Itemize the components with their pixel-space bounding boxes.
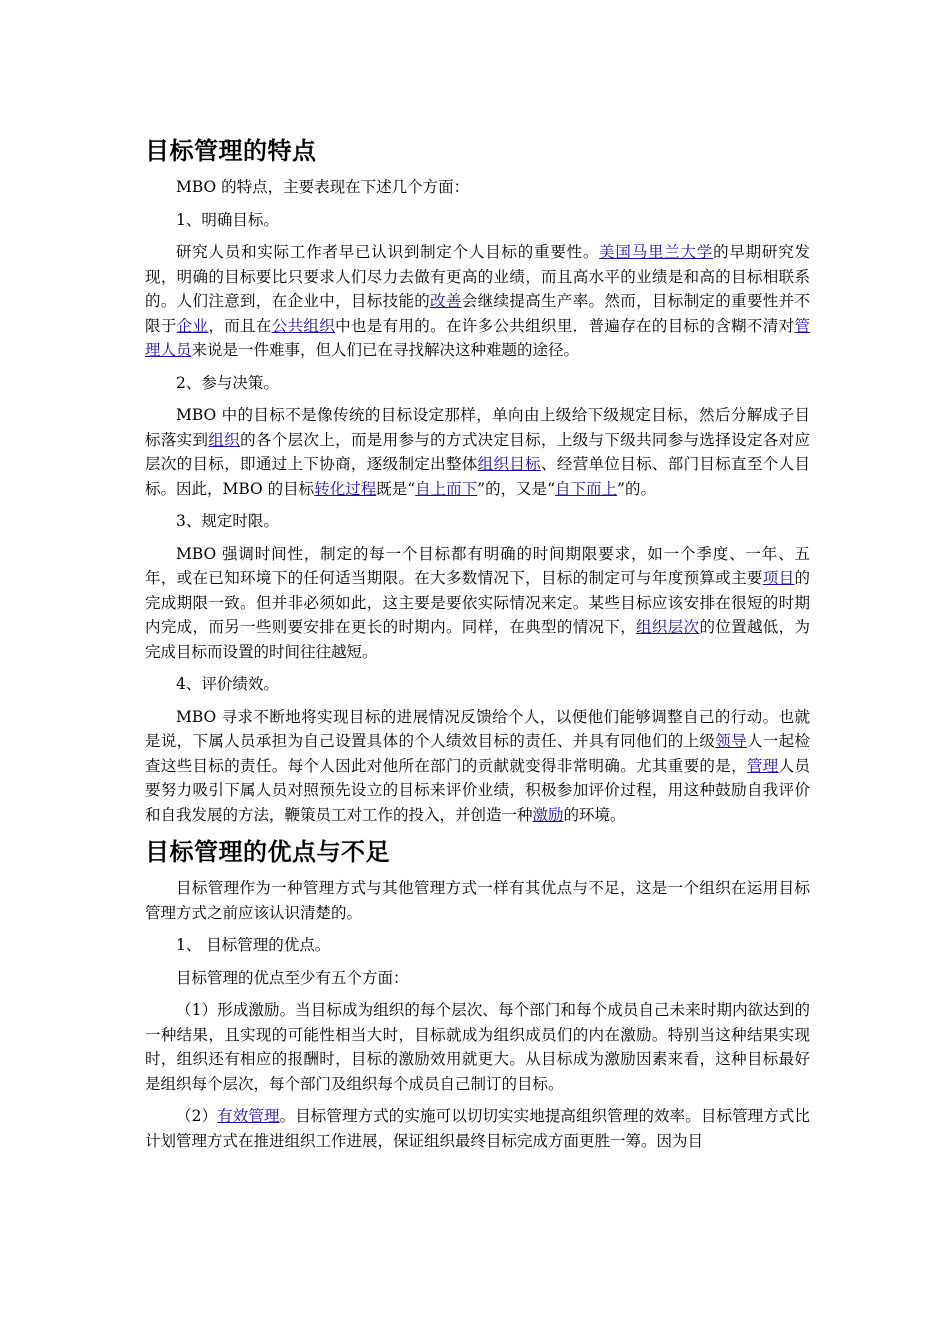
paragraph-text: 的位置越低，为完成目标而设置的时间往往越短。	[145, 618, 810, 661]
section-heading: 目标管理的特点	[145, 137, 317, 165]
paragraph-text: 的环境。	[563, 805, 626, 824]
hyperlink[interactable]: 管理	[746, 756, 779, 775]
paragraph	[145, 208, 810, 233]
paragraph-text: 会继续提高生产率。然而，目标制定的重要性并不限于	[145, 292, 810, 335]
hyperlink[interactable]: 领导	[715, 732, 747, 750]
paragraph-text: 4、评价绩效。	[176, 675, 279, 693]
paragraph-text: 2、参与决策。	[176, 373, 279, 392]
paragraph	[145, 175, 810, 200]
paragraph-text: 3、规定时限。	[176, 512, 279, 530]
paragraph-text: 既是“	[376, 479, 416, 498]
document-page	[145, 134, 810, 1153]
paragraph	[145, 1104, 810, 1153]
paragraph-text: 的各个层次上，而是用参与的方式决定目标，上级与下级共同参与选择设定各对应层次的目标，即通过上下协商，逐级制定出整体	[145, 430, 810, 473]
section-heading: 目标管理的优点与不足	[145, 838, 390, 866]
paragraph-text: 目标管理作为一种管理方式与其他管理方式一样有其优点与不足，这是一个组织在运用目标管理方式之前应该认识清楚的。	[145, 879, 810, 922]
paragraph-text: 1、 目标管理的优点。	[176, 936, 331, 954]
paragraph-text: ”的，又是“	[477, 479, 556, 498]
paragraph-text: 1、明确目标。	[176, 210, 279, 229]
paragraph-text: MBO 强调时间性，制定的每一个目标都有明确的时间期限要求，如一个季度、一年、五年，或在已知环境下的任何适当期限。在大多数情况下，目标的制定可与年度预算或主要	[145, 544, 810, 587]
paragraph	[145, 966, 810, 991]
hyperlink[interactable]: 自上而下	[415, 479, 478, 498]
paragraph	[145, 240, 810, 363]
paragraph	[145, 371, 810, 396]
paragraph	[145, 509, 810, 534]
paragraph-text: （1）形成激励。当目标成为组织的每个层次、每个部门和每个成员自己未来时期内欲达到的一种结果，且实现的可能性相当大时，目标就成为组织成员们的内在激励。特别当这种结果实现时，组织还有相应的报酬时，目标的激励效用就更大。从目标成为激励因素来看，这种目标最好是组织每个层次，每个部门及组织每个成员自己制订的目标。	[145, 1001, 810, 1093]
paragraph	[145, 933, 810, 958]
paragraph-text: ”的。	[617, 479, 656, 498]
paragraph-text: 目标管理的优点至少有五个方面：	[176, 968, 409, 987]
paragraph-text: ，而且在	[208, 316, 272, 335]
hyperlink[interactable]: 项目	[762, 569, 795, 587]
paragraph	[145, 998, 810, 1096]
paragraph-text: 。目标管理方式的实施可以切切实实地提高组织管理的效率。目标管理方式比计划管理方式在推进组织工作进展，保证组织最终目标完成方面更胜一筹。因为目	[145, 1107, 810, 1150]
paragraph	[145, 542, 810, 665]
paragraph	[145, 876, 810, 925]
paragraph-text: MBO 的特点，主要表现在下述几个方面：	[176, 178, 470, 196]
hyperlink[interactable]: 美国马里兰大学	[599, 243, 714, 261]
hyperlink[interactable]: 企业	[176, 316, 209, 335]
paragraph-text: 、经营单位目标、部门目标直至个人目标。因此，MBO 的目标	[145, 455, 810, 498]
hyperlink[interactable]: 改善	[430, 292, 462, 310]
paragraph	[145, 403, 810, 501]
paragraph-text: 中也是有用的。在许多公共组织里．普遍存在的目标的含糊不清对	[335, 316, 795, 335]
paragraph-text: （2）	[176, 1107, 218, 1125]
paragraph-text: 的早期研究发现，明确的目标要比只要求人们尽力去做有更高的业绩，而且高水平的业绩是和高的目标相联系的。人们注意到，在企业中，目标技能的	[145, 243, 810, 310]
hyperlink[interactable]: 组织层次	[636, 618, 700, 636]
paragraph-text: 的完成期限一致。但并非必须如此，这主要是要依实际情况来定。某些目标应该安排在很短的时期内完成，而另一些则要安排在更长的时期内。同样，在典型的情况下，	[145, 569, 810, 636]
hyperlink[interactable]: 自下而上	[555, 479, 618, 498]
paragraph-text: 研究人员和实际工作者早已认识到制定个人目标的重要性。	[176, 243, 600, 261]
hyperlink[interactable]: 组织目标	[477, 455, 542, 473]
paragraph-text: 人一起检查这些目标的责任。每个人因此对他所在部门的贡献就变得非常明确。尤其重要的是，	[145, 732, 810, 775]
paragraph	[145, 705, 810, 828]
hyperlink[interactable]: 激励	[532, 805, 564, 824]
paragraph-text: 来说是一件难事，但人们已在寻找解决这种难题的途径。	[191, 341, 580, 359]
hyperlink[interactable]: 组织	[208, 430, 241, 449]
hyperlink[interactable]: 公共组织	[271, 316, 336, 335]
paragraph-text: 人员要努力吸引下属人员对照预先设立的目标来评价业绩，积极参加评价过程，用这种鼓励自我评价和自我发展的方法，鞭策员工对工作的投入，并创造一种	[145, 756, 810, 824]
paragraph-text: MBO 寻求不断地将实现目标的进展情况反馈给个人，以便他们能够调整自己的行动。也就是说，下属人员承担为自己设置具体的个人绩效目标的责任、并具有同他们的上级	[145, 707, 810, 750]
hyperlink[interactable]: 管理人员	[145, 316, 810, 359]
hyperlink[interactable]: 转化过程	[314, 479, 377, 498]
paragraph-text: MBO 中的目标不是像传统的目标设定那样，单向由上级给下级规定目标，然后分解成子目标落实到	[145, 406, 810, 449]
paragraph	[145, 672, 810, 697]
hyperlink[interactable]: 有效管理	[217, 1107, 280, 1125]
